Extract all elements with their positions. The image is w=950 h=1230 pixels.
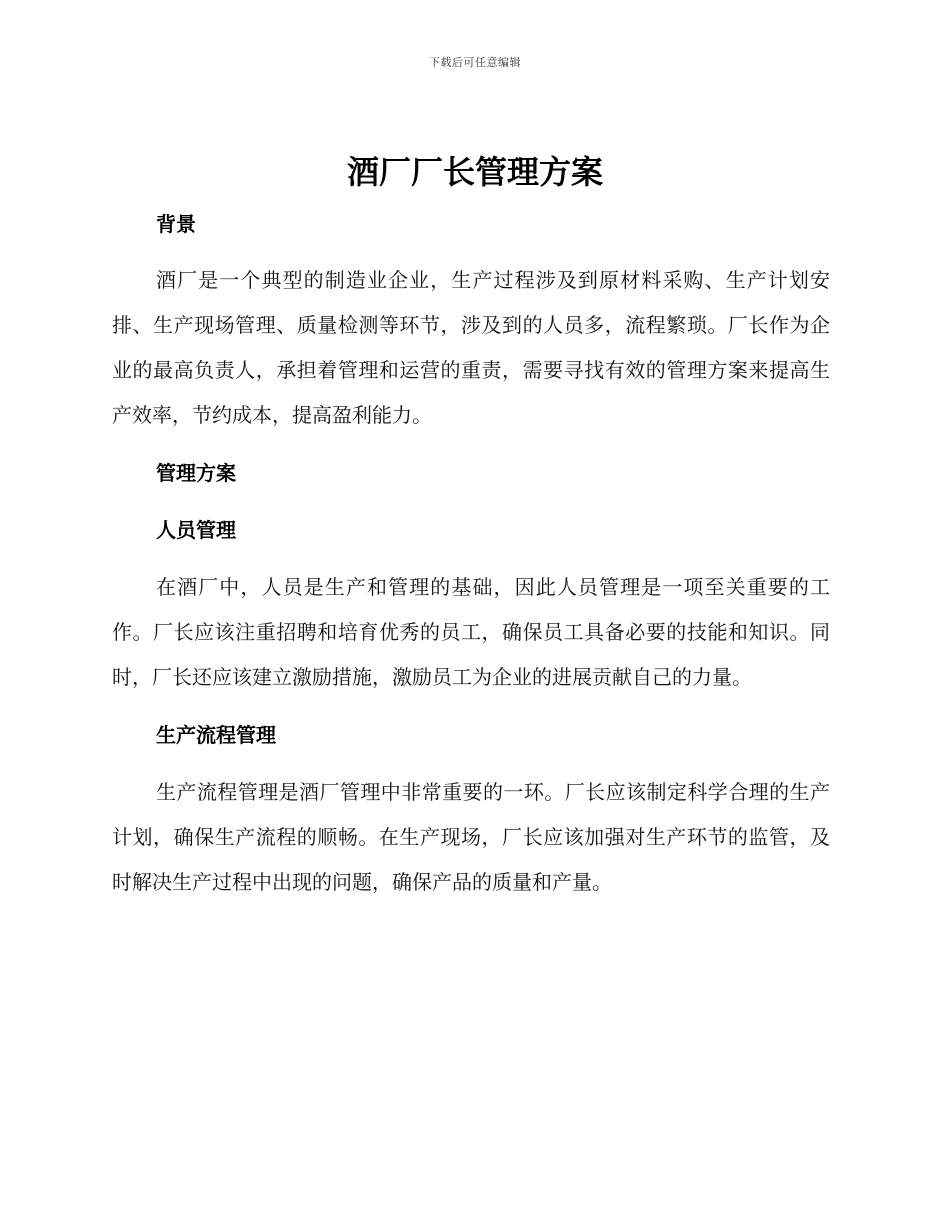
paragraph-background: 酒厂是一个典型的制造业企业，生产过程涉及到原材料采购、生产计划安排、生产现场管理、质量检测等环节，涉及到的人员多，流程繁琐。厂长作为企业的最高负责人，承担着管理和运营的重责，需要寻找有效的管理方案来提高生产效率，节约成本，提高盈利能力。 bbox=[112, 268, 830, 427]
section-heading-background: 背景 bbox=[156, 212, 196, 236]
section-heading-management-plan: 管理方案 bbox=[156, 461, 236, 485]
paragraph-production-process: 生产流程管理是酒厂管理中非常重要的一环。厂长应该制定科学合理的生产计划，确保生产流程的顺畅。在生产现场，厂长应该加强对生产环节的监管，及时解决生产过程中出现的问题，确保产品的质量和产量。 bbox=[112, 780, 830, 894]
header-note: 下载后可任意编辑 bbox=[429, 56, 521, 69]
document-body bbox=[112, 200, 830, 905]
paragraph-personnel: 在酒厂中，人员是生产和管理的基础，因此人员管理是一项至关重要的工作。厂长应该注重招聘和培育优秀的员工，确保员工具备必要的技能和知识。同时，厂长还应该建立激励措施，激励员工为企业的进展贡献自己的力量。 bbox=[112, 575, 830, 689]
section-heading-personnel: 人员管理 bbox=[156, 518, 236, 542]
document-title: 酒厂厂长管理方案 bbox=[346, 153, 603, 191]
section-heading-production-process: 生产流程管理 bbox=[156, 723, 276, 747]
